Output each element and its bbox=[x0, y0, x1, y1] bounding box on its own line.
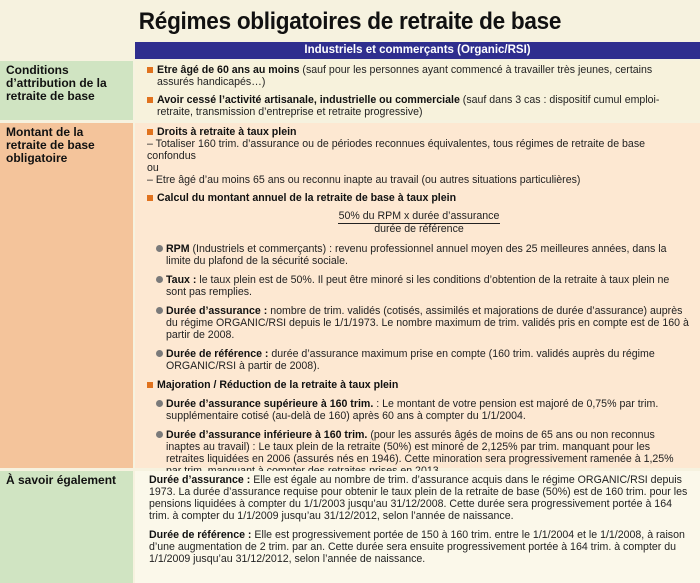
orange-square-bullet-icon bbox=[147, 382, 153, 388]
droits-line: – Etre âgé d’au moins 65 ans ou reconnu inapte au travail (ou autres situations particulières) bbox=[147, 174, 581, 186]
conditions-row bbox=[0, 61, 700, 120]
orange-square-bullet-icon bbox=[147, 97, 153, 103]
majoration-title: Majoration / Réduction de la retraite à taux plein bbox=[147, 379, 691, 391]
orange-square-bullet-icon bbox=[147, 129, 153, 135]
conditions-content bbox=[135, 61, 700, 120]
savoir-label: À savoir également bbox=[0, 471, 133, 583]
calcul-item: Durée de référence : durée d’assurance maximum prise en compte (160 trim. validés auprès du régime ORGANIC/RSI à partir de 2008). bbox=[147, 348, 691, 372]
savoir-content bbox=[135, 471, 700, 583]
grey-dot-bullet-icon bbox=[156, 350, 163, 357]
calcul-item: Taux : le taux plein est de 50%. Il peut être minoré si les conditions d’obtention de la retraite à taux plein ne sont pas remplies. bbox=[147, 274, 691, 298]
grey-dot-bullet-icon bbox=[156, 431, 163, 438]
savoir-paragraph: Durée de référence : Elle est progressivement portée de 150 à 160 trim. entre le 1/1/2004 et le 1/1/2008, à raison d’une augmentation de 2 trim. par an. Cette durée sera ensuite progressivement portée à 164 trim. à compter du 1/1/2009 jusqu’au 31/12/2012, selon l’année de naissance. bbox=[149, 529, 685, 565]
condition-item: Avoir cessé l’activité artisanale, industrielle ou commerciale (sauf dans 3 cas : dispositif cumul emploi-retraite, transmission d’entreprise et retraite progressive) bbox=[147, 94, 691, 118]
calcul-item: RPM (Industriels et commerçants) : revenu professionnel annuel moyen des 25 meilleures années, dans la limite du plafond de la sécurité sociale. bbox=[147, 243, 691, 267]
droits-line: – Totaliser 160 trim. d’assurance ou de périodes reconnues équivalentes, tous régimes de retraite de base confondus bbox=[147, 138, 646, 162]
formula-denominator: durée de référence bbox=[374, 223, 464, 235]
grey-dot-bullet-icon bbox=[156, 307, 163, 314]
droits-title: Droits à retraite à taux plein bbox=[147, 126, 691, 138]
grey-dot-bullet-icon bbox=[156, 276, 163, 283]
montant-content bbox=[135, 123, 700, 468]
section-subheader: Industriels et commerçants (Organic/RSI) bbox=[135, 42, 700, 59]
grey-dot-bullet-icon bbox=[156, 245, 163, 252]
majoration-item: Durée d’assurance inférieure à 160 trim. (pour les assurés âgés de moins de 65 ans ou non reconnus inaptes au travail) : Le taux plein de la retraite (50%) est minoré de 2,125% par trim. manquant pour les retraites liquidées en 2006 (assurés nés en 1946). Cette minoration sera progressivement ramenée à 1,25% bbox=[147, 429, 691, 477]
montant-row bbox=[0, 123, 700, 468]
droits-line: ou bbox=[147, 162, 159, 174]
savoir-paragraph: Durée d’assurance : Elle est égale au nombre de trim. d’assurance acquis dans le régime ORGANIC/RSI depuis 1973. La durée d’assurance requise pour obtenir le taux plein de la retraite de base (50%) est de 160 trim. pour les pensions liquidées à compter du 1/1/2003 jusqu’au 31/12/2008. Cette durée sera progressivement portée à 164 trim. à compter du 1/1/2009 jusqu’au 31/12/2012, selon l’année de naissance. bbox=[149, 474, 688, 522]
grey-dot-bullet-icon bbox=[156, 400, 163, 407]
savoir-row bbox=[0, 471, 700, 583]
orange-square-bullet-icon bbox=[147, 67, 153, 73]
orange-square-bullet-icon bbox=[147, 195, 153, 201]
calcul-item: Durée d’assurance : nombre de trim. validés (cotisés, assimilés et majorations de durée d’assurance) auprès du régime ORGANIC/RSI depuis le 1/1/1973. Le nombre maximum de trim. validés pris en compte est de 160 à partir de 2008. bbox=[147, 305, 691, 341]
formula-numerator: 50% du RPM x durée d’assurance bbox=[338, 210, 500, 222]
formula bbox=[147, 211, 691, 235]
conditions-label: Conditions d’attribution de la retraite de base bbox=[0, 61, 133, 120]
calcul-title: Calcul du montant annuel de la retraite de base à taux plein bbox=[147, 192, 691, 204]
condition-item: Etre âgé de 60 ans au moins (sauf pour les personnes ayant commencé à travailler très jeunes, certains assurés handicapés…) bbox=[147, 64, 691, 88]
majoration-item: Durée d’assurance supérieure à 160 trim. : Le montant de votre pension est majoré de 0,75% par trim. supplémentaire cotisé (au-delà de 160) après 60 ans à compter du 1/1/2004. bbox=[147, 398, 691, 422]
page-title: Régimes obligatoires de retraite de base bbox=[138, 8, 562, 35]
montant-label: Montant de la retraite de base obligatoire bbox=[0, 123, 133, 468]
